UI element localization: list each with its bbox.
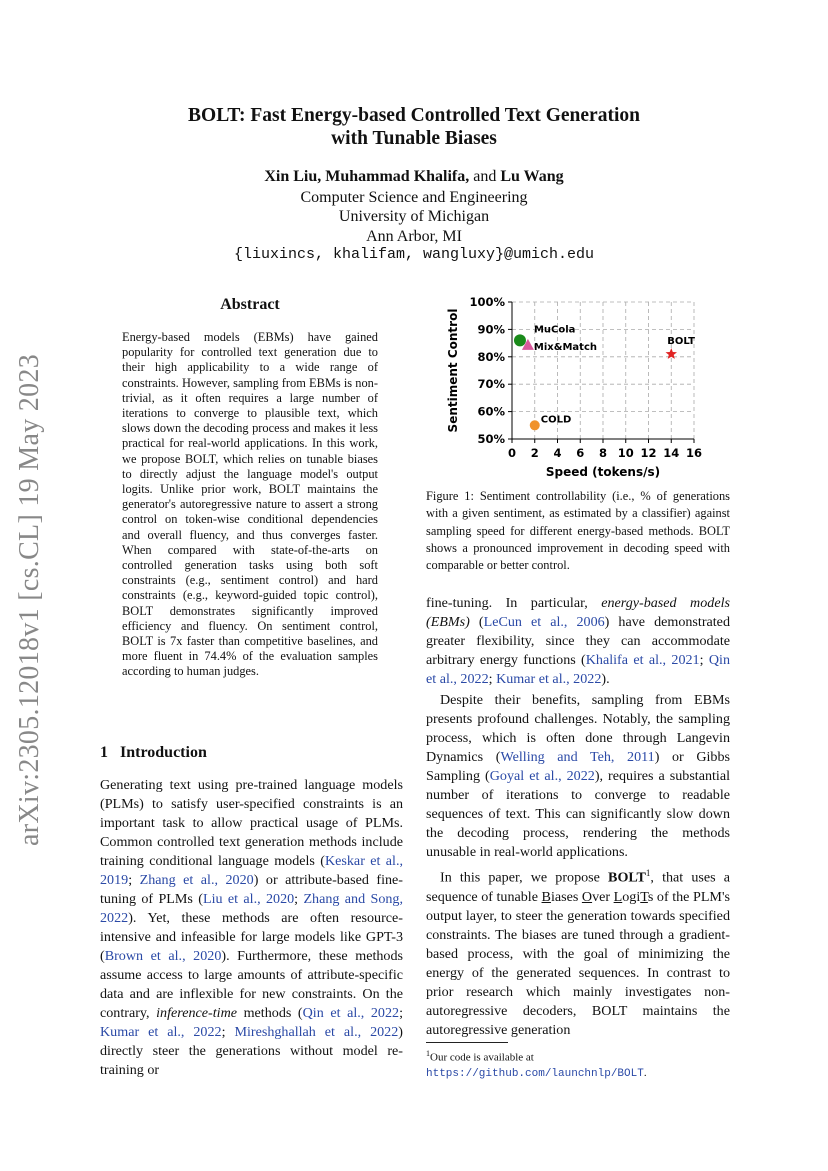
citation-link[interactable]: Qin et al., 2022 <box>302 1005 400 1021</box>
intro-paragraph-3: Despite their benefits, sampling from EBMs presents profound challenges. Notably, the sampling process, which is often done through Langevin Dynamics (Welling and Teh, 2011) or Gibbs Sampling (Goyal et al., 2022), requires a substantial number of iterations to converge to readable sequences of text. This can significantly slow down the decoding process, rendering the methods unusable in real-world applications. <box>426 692 731 860</box>
citation-link[interactable]: Keskar et al., 2019 <box>100 853 403 888</box>
abstract-heading: Abstract <box>220 296 280 313</box>
intro-right-column <box>426 594 730 1040</box>
code-url-link[interactable]: https://github.com/launchnlp/BOLT <box>426 1067 644 1080</box>
citation-link[interactable]: Zhang and Song, 2022 <box>100 891 403 926</box>
footnote-rule <box>426 1042 508 1043</box>
figure-1-chart <box>440 290 710 487</box>
arxiv-sidebar <box>8 340 52 860</box>
data-label: Mix&Match <box>533 341 598 353</box>
section-heading: 1 Introduction <box>100 744 207 761</box>
citation-link[interactable]: LeCun et al., 2006 <box>483 614 605 630</box>
citation-link[interactable]: Liu et al., 2020 <box>202 891 295 907</box>
data-label: COLD <box>540 414 572 426</box>
affiliation-dept: Computer Science and Engineering <box>300 189 528 206</box>
y-tick-label: 50% <box>477 432 505 446</box>
affiliation-location: Ann Arbor, MI <box>366 228 462 245</box>
author-list: Xin Liu, Muhammad Khalifa, and Lu Wang <box>264 168 564 185</box>
affiliation-university: University of Michigan <box>338 208 490 225</box>
citation-link[interactable]: Zhang et al., 2020 <box>139 872 254 888</box>
citation-link[interactable]: Goyal et al., 2022 <box>489 768 595 784</box>
data-point-mucola <box>514 334 526 346</box>
x-tick-label: 8 <box>598 446 608 460</box>
intro-paragraph-1: Generating text using pre-trained language models (PLMs) to satisfy user-specified constraints is an important task to allow practical usage of PLMs. Common controlled text generation methods include training conditional language models (Keskar et al., 2019; Zhang et al., 2020) or attribute-based fine-tuning of PLMs (Liu et al., 2020; Zhang and Song, 2022). Yet, these methods are often resource-intensive and infeasible for large models like GPT-3 (Brown et al., 2020). Furthermore, these methods assume access to large amounts of attribute-specific data and are inflexible for new constraints. On the contrary, inference-time methods (Qin et al., 2022; Kumar et al., 2022; Mireshghallah et al., 2022) directly steer the generations without model re-training or <box>100 777 403 1078</box>
y-tick-label: 70% <box>477 377 505 392</box>
x-tick-label: 0 <box>507 446 517 460</box>
y-tick-label: 60% <box>477 404 505 419</box>
x-tick-label: 2 <box>530 446 539 460</box>
abstract-text: Energy-based models (EBMs) have gained popularity for controlled text generation due to their high applicability to a wide range of constraints. However, sampling from EBMs is non-trivial, as it often requires a large number of iterations to converge to plausible text, which slows down the decoding process and makes it less practical for real-world applications. In this work, we propose BOLT, which relies on tunable biases to directly adjust the language model's output logits. Unlike prior work, BOLT maintains the generator's autoregressive nature to assert a strong control on token-wise conditional dependencies and overall fluency, and thus converges faster. When compared with state-of-the-arts on controlled generation tasks using both soft constraints (e.g., sentiment control) and hard constraints (e.g., keyword-guided topic control), BOLT demonstrates significantly improved efficiency and fluency. On sentiment control, BOLT is 7x faster than competitive baselines, and more fluent in 74.4% of the evaluation samples according to human judges. <box>122 330 378 679</box>
citation-link[interactable]: Khalifa et al., 2021 <box>585 652 700 668</box>
citation-link[interactable]: Brown et al., 2020 <box>104 948 222 964</box>
figure-caption: Figure 1: Sentiment controllability (i.e., % of generations with a given sentiment, as estimated by a classifier) against sampling speed for different energy-based methods. BOLT shows a pronounced improvement in decoding speed with comparable or better control. <box>426 489 730 573</box>
x-tick-label: 12 <box>640 446 657 460</box>
intro-left-column <box>100 776 403 1080</box>
y-tick-label: 90% <box>477 322 505 337</box>
x-axis-label: Speed (tokens/s) <box>545 465 661 479</box>
arxiv-id: arXiv:2305.12018v1 [cs.CL] 19 May 2023 <box>14 353 45 847</box>
data-point-bolt <box>666 348 678 359</box>
author-emails: {liuxincs, khalifam, wangluxy}@umich.edu <box>233 246 595 263</box>
intro-paragraph-2: fine-tuning. In particular, energy-based models (EBMs) (LeCun et al., 2006) have demonstrated greater flexibility, since they can accommodate arbitrary energy functions (Khalifa et al., 2021; Qin et al., 2022; Kumar et al., 2022). <box>426 595 730 687</box>
x-tick-label: 16 <box>685 446 703 460</box>
data-label: MuCola <box>533 324 576 336</box>
paper-title: BOLT: Fast Energy-based Controlled Text Generation with Tunable Biases <box>188 105 640 149</box>
x-tick-label: 10 <box>617 446 634 460</box>
y-axis-label: Sentiment Control <box>446 308 460 433</box>
footnote: $^1$Our code is available at https://github.com/launchnlp/BOLT. <box>426 1049 647 1080</box>
citation-link[interactable]: Welling and Teh, 2011 <box>500 749 655 765</box>
x-tick-label: 6 <box>576 446 585 460</box>
y-tick-label: 80% <box>477 349 505 364</box>
data-label: BOLT <box>667 336 695 348</box>
data-point-cold <box>530 420 540 430</box>
x-tick-label: 14 <box>663 446 680 460</box>
citation-link[interactable]: Kumar et al., 2022 <box>496 671 602 687</box>
x-tick-label: 4 <box>553 446 562 460</box>
y-tick-label: 100% <box>469 295 505 309</box>
citation-link[interactable]: Qin et al., 2022 <box>426 652 730 687</box>
citation-link[interactable]: Mireshghallah et al., 2022 <box>234 1024 399 1040</box>
citation-link[interactable]: Kumar et al., 2022 <box>100 1024 222 1040</box>
scatter-plot <box>440 290 710 482</box>
intro-paragraph-4: In this paper, we propose BOLT$^1$, that uses a sequence of tunable Biases Over LogiTs of the PLM's output layer, to steer the generation towards specified constraints. The biases are tuned through a gradient-based process, with the goal of minimizing the energy of the generated sequences. In contrast to prior research which mainly investigates non-autoregressive decoders, BOLT maintains the autoregressive generation <box>426 868 730 1038</box>
